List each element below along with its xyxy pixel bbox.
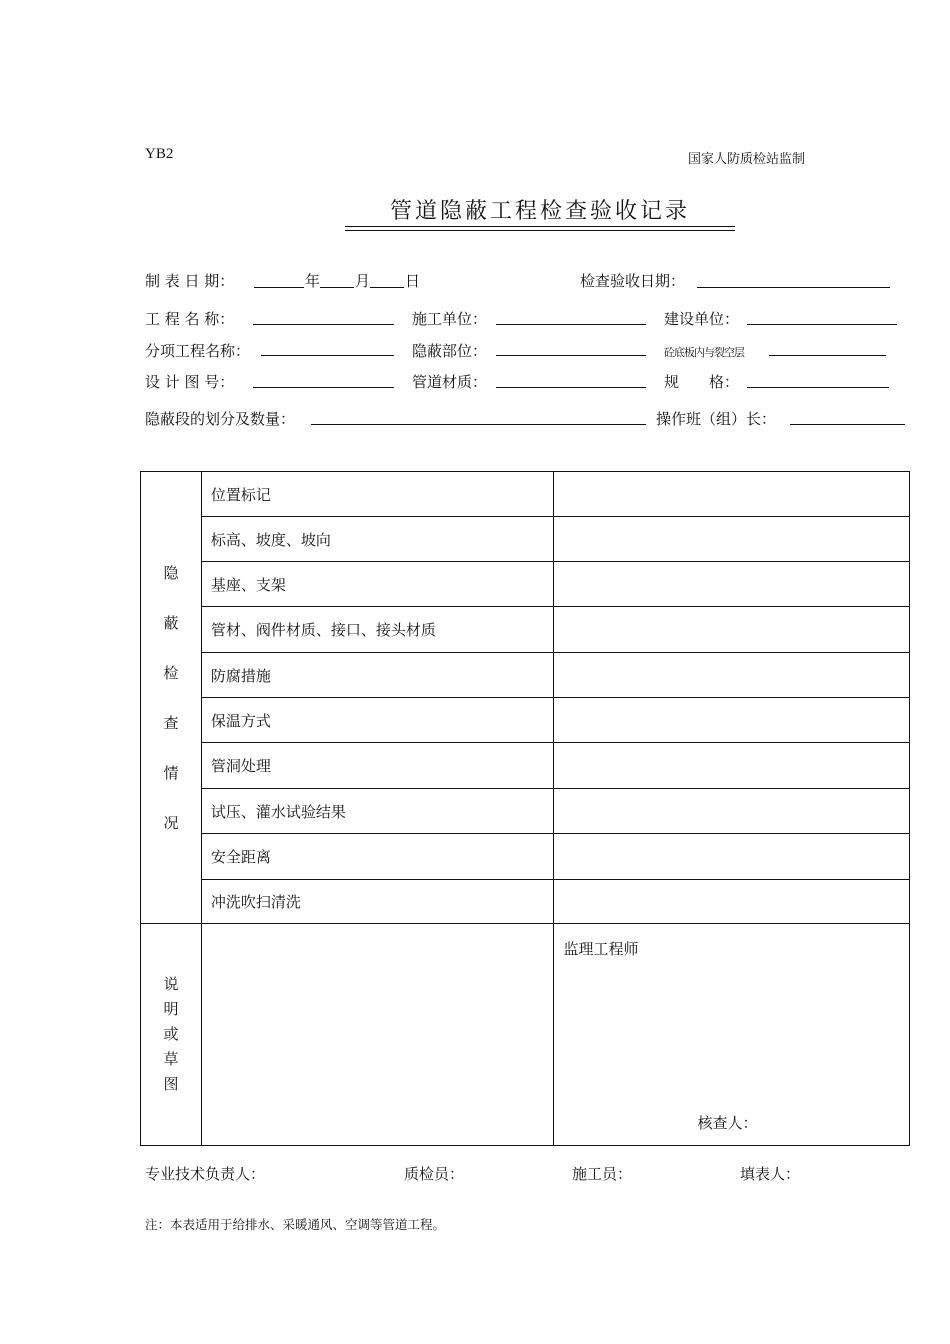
item-value-cell[interactable] xyxy=(554,698,910,743)
inspection-table xyxy=(140,471,910,1146)
pipe-material-field[interactable] xyxy=(496,387,646,388)
segment-label: 隐蔽段的划分及数量： xyxy=(145,410,296,428)
day-label: 日 xyxy=(405,272,421,290)
team-leader-label: 操作班（组）长： xyxy=(656,410,777,428)
month-field[interactable] xyxy=(320,287,354,288)
build-unit-field[interactable] xyxy=(747,324,897,325)
hidden-part-label: 隐蔽部位： xyxy=(412,342,488,360)
spec-label: 规 格： xyxy=(664,373,740,391)
item-value-cell[interactable] xyxy=(554,789,910,834)
team-leader-field[interactable] xyxy=(790,424,905,425)
item-value-cell[interactable] xyxy=(554,834,910,880)
notes-char: 明 xyxy=(163,1000,179,1018)
section-char: 况 xyxy=(163,813,179,832)
item-value-cell[interactable] xyxy=(554,743,910,789)
item-label: 防腐措施 xyxy=(201,653,554,698)
build-unit-label: 建设单位： xyxy=(664,310,740,328)
section-char: 查 xyxy=(163,713,179,732)
year-label: 年 xyxy=(305,272,321,290)
drawing-no-label: 设 计 图 号： xyxy=(145,373,235,391)
supervisor-cell xyxy=(554,924,910,1146)
item-label: 标高、坡度、坡向 xyxy=(201,517,554,562)
page-title: 管道隐蔽工程检查验收记录 xyxy=(389,199,690,224)
title-underline-double xyxy=(345,230,735,231)
notes-char: 草 xyxy=(163,1050,179,1068)
make-date-label: 制 表 日 期： xyxy=(145,272,235,290)
misc-field[interactable] xyxy=(769,355,886,356)
inspect-date-field[interactable] xyxy=(697,287,890,288)
sub-project-label: 分项工程名称： xyxy=(145,342,251,360)
notes-char: 或 xyxy=(163,1025,179,1043)
pipe-material-label: 管道材质： xyxy=(412,373,488,391)
notes-label-cell xyxy=(141,924,202,1146)
spec-field[interactable] xyxy=(747,387,889,388)
drawing-no-field[interactable] xyxy=(253,387,394,388)
filler-label: 填表人： xyxy=(740,1165,801,1183)
item-value-cell[interactable] xyxy=(554,607,910,653)
notes-char: 图 xyxy=(163,1075,179,1093)
supervisor-label: 监理工程师 xyxy=(563,940,639,958)
title-underline xyxy=(345,226,735,227)
item-label: 安全距离 xyxy=(201,834,554,880)
notes-sketch-area[interactable] xyxy=(201,924,554,1146)
inspect-date-label: 检查验收日期： xyxy=(580,272,686,290)
misc-label: 砼底板内与裂空层 xyxy=(664,346,744,359)
item-label: 基座、支架 xyxy=(201,562,554,607)
item-label: 试压、灌水试验结果 xyxy=(201,789,554,834)
section-char: 检 xyxy=(163,663,179,682)
item-label: 管洞处理 xyxy=(201,743,554,789)
worker-label: 施工员： xyxy=(572,1165,633,1183)
segment-field[interactable] xyxy=(311,424,646,425)
tech-lead-label: 专业技术负责人： xyxy=(145,1165,266,1183)
day-field[interactable] xyxy=(370,287,404,288)
qc-label: 质检员： xyxy=(404,1165,465,1183)
section-label-text xyxy=(141,548,201,848)
year-field[interactable] xyxy=(254,287,304,288)
month-label: 月 xyxy=(355,272,371,290)
form-code: YB2 xyxy=(145,146,174,162)
project-name-field[interactable] xyxy=(253,324,394,325)
footnote: 注：本表适用于给排水、采暖通风、空调等管道工程。 xyxy=(145,1217,446,1232)
notes-label-text xyxy=(141,972,201,1097)
item-value-cell[interactable] xyxy=(554,562,910,607)
item-label: 保温方式 xyxy=(201,698,554,743)
item-value-cell[interactable] xyxy=(554,517,910,562)
item-value-cell[interactable] xyxy=(554,472,910,517)
issuing-org: 国家人防质检站监制 xyxy=(688,152,806,167)
item-value-cell[interactable] xyxy=(554,880,910,924)
sub-project-field[interactable] xyxy=(261,355,394,356)
construction-unit-field[interactable] xyxy=(496,324,646,325)
section-char: 隐 xyxy=(163,563,179,582)
section-label-hidden-inspection xyxy=(141,472,202,924)
item-label: 冲洗吹扫清洗 xyxy=(201,880,554,924)
section-char: 情 xyxy=(163,763,179,782)
hidden-part-field[interactable] xyxy=(496,355,646,356)
item-value-cell[interactable] xyxy=(554,653,910,698)
checker-label: 核查人： xyxy=(697,1114,758,1132)
item-label: 管材、阀件材质、接口、接头材质 xyxy=(201,607,554,653)
item-label: 位置标记 xyxy=(201,472,554,517)
project-name-label: 工 程 名 称： xyxy=(145,310,235,328)
construction-unit-label: 施工单位： xyxy=(412,310,488,328)
section-char: 蔽 xyxy=(163,613,179,632)
notes-char: 说 xyxy=(163,975,179,993)
